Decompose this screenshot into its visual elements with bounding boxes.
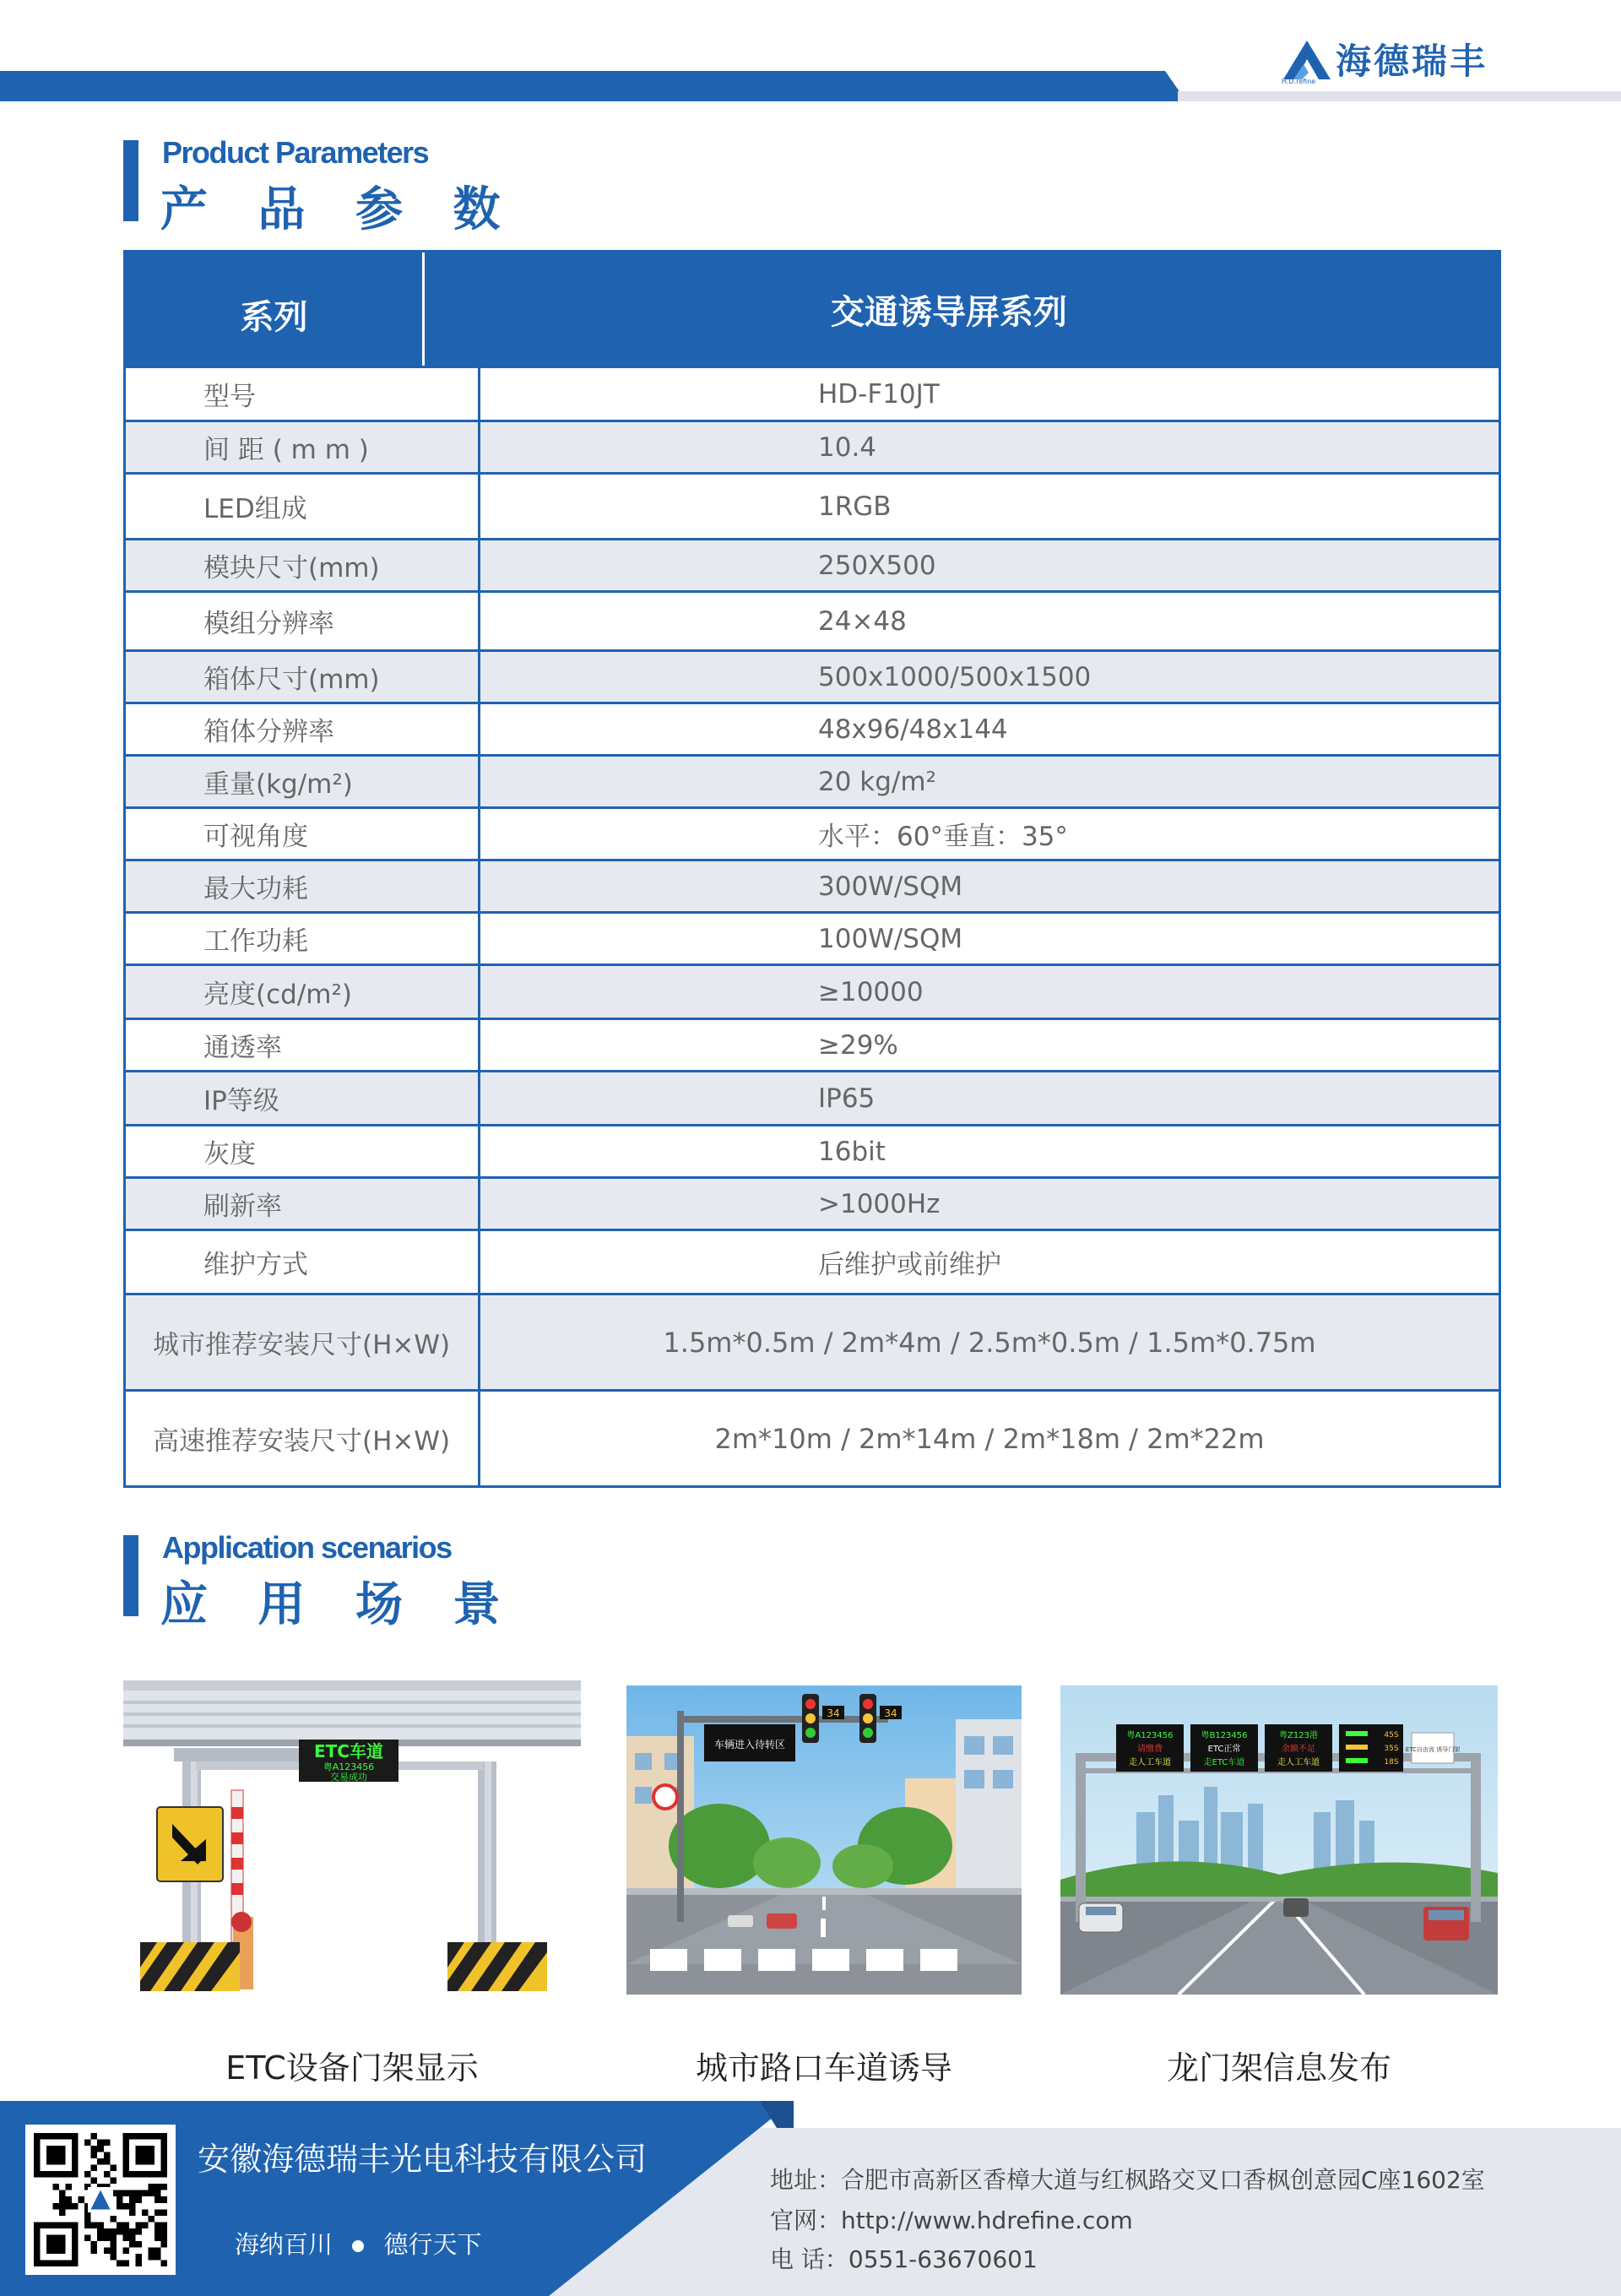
param-label: 维护方式 bbox=[126, 1231, 480, 1293]
company-name: 安徽海德瑞丰光电科技有限公司 bbox=[198, 2141, 648, 2178]
scene-gantry-caption: 龙门架信息发布 bbox=[1166, 2049, 1391, 2087]
param-value: HD-F10JT bbox=[818, 378, 940, 410]
app-title-en: Application scenarios bbox=[162, 1530, 452, 1565]
table-header bbox=[126, 252, 1499, 366]
param-label: 亮度(cd/m²) bbox=[126, 966, 480, 1018]
param-label: 间 距 ( m m ) bbox=[126, 422, 480, 472]
table-row bbox=[126, 590, 1499, 649]
app-title-zh: 应 用 场 景 bbox=[160, 1577, 518, 1632]
table-row bbox=[126, 472, 1499, 538]
param-value: 100W/SQM bbox=[818, 923, 963, 954]
param-label: 箱体尺寸(mm) bbox=[126, 652, 480, 702]
param-value: ≥29% bbox=[818, 1029, 898, 1061]
param-label: 型号 bbox=[126, 368, 480, 420]
svg-text:余额不足: 余额不足 bbox=[1282, 1745, 1315, 1754]
brand-logo bbox=[1275, 34, 1488, 84]
city-sign-text: 车辆进入待转区 bbox=[713, 1739, 786, 1750]
params-title-zh: 产 品 参 数 bbox=[160, 182, 518, 237]
slogan-right: 德行天下 bbox=[383, 2230, 482, 2259]
param-value: 250X500 bbox=[818, 550, 936, 581]
svg-text:45S: 45S bbox=[1384, 1731, 1399, 1740]
param-label: 重量(kg/m²) bbox=[126, 757, 480, 806]
param-label: 箱体分辨率 bbox=[126, 704, 480, 754]
param-value: 24×48 bbox=[818, 605, 907, 637]
param-label: LED组成 bbox=[126, 475, 480, 538]
table-row bbox=[126, 963, 1499, 1018]
table-row bbox=[126, 420, 1499, 472]
param-value: 1RGB bbox=[818, 491, 892, 522]
param-value: 500x1000/500x1500 bbox=[818, 661, 1092, 692]
etc-sign-title: ETC车道 bbox=[314, 1741, 383, 1761]
city-light-counter-left: 34 bbox=[827, 1707, 840, 1719]
scene-city-caption: 城市路口车道诱导 bbox=[695, 2049, 952, 2087]
logo-text: 海德瑞丰 bbox=[1336, 41, 1488, 82]
param-label: 城市推荐安装尺寸(H×W) bbox=[126, 1295, 480, 1389]
logo-mountain-icon bbox=[1275, 34, 1334, 84]
svg-text:18S: 18S bbox=[1384, 1758, 1399, 1767]
svg-text:ETC正常: ETC正常 bbox=[1207, 1745, 1241, 1754]
etc-sign-status: 交易成功 bbox=[330, 1772, 367, 1783]
svg-text:请缴费: 请缴费 bbox=[1137, 1745, 1163, 1754]
table-header-series: 系列 bbox=[126, 252, 425, 366]
table-row bbox=[126, 1070, 1499, 1124]
svg-text:走人工车道: 走人工车道 bbox=[1129, 1758, 1171, 1767]
param-label: 最大功耗 bbox=[126, 861, 480, 911]
table-row bbox=[126, 538, 1499, 590]
param-value: >1000Hz bbox=[818, 1188, 941, 1219]
gantry-board-1 bbox=[1190, 1724, 1258, 1772]
qr-code-icon bbox=[25, 2125, 176, 2275]
parameters-table bbox=[123, 250, 1501, 1488]
table-row bbox=[126, 911, 1499, 963]
company-slogan bbox=[235, 2226, 481, 2261]
param-value: 后维护或前维护 bbox=[818, 1250, 1001, 1280]
param-value: 300W/SQM bbox=[818, 871, 963, 902]
param-label: 刷新率 bbox=[126, 1179, 480, 1229]
param-value: 16bit bbox=[818, 1136, 886, 1167]
table-row bbox=[126, 859, 1499, 911]
table-row bbox=[126, 1018, 1499, 1070]
scene-gantry-image bbox=[1060, 1685, 1498, 1995]
svg-text:粤A123456: 粤A123456 bbox=[1126, 1731, 1174, 1740]
param-value: 2m*10m / 2m*14m / 2m*18m / 2m*22m bbox=[714, 1422, 1265, 1455]
gantry-lane-board bbox=[1339, 1724, 1403, 1772]
contact-phone: 电 话：0551-63670601 bbox=[770, 2245, 1038, 2273]
param-label: 高速推荐安装尺寸(H×W) bbox=[126, 1392, 480, 1485]
table-row bbox=[126, 366, 1499, 420]
param-value: IP65 bbox=[818, 1083, 876, 1114]
table-row bbox=[126, 1229, 1499, 1293]
svg-text:粤Z123港: 粤Z123港 bbox=[1279, 1731, 1318, 1740]
table-body bbox=[126, 366, 1499, 1485]
table-row bbox=[126, 1124, 1499, 1176]
header-band bbox=[0, 71, 1186, 101]
header-band-light bbox=[1178, 91, 1621, 101]
table-row bbox=[126, 754, 1499, 806]
param-value: 水平：60°垂直：35° bbox=[818, 822, 1068, 852]
table-row bbox=[126, 1389, 1499, 1485]
param-label: 工作功耗 bbox=[126, 914, 480, 963]
scene-city-image bbox=[626, 1685, 1022, 1995]
param-label: 通透率 bbox=[126, 1020, 480, 1070]
gantry-board-2 bbox=[1265, 1724, 1332, 1772]
table-row bbox=[126, 702, 1499, 754]
svg-text:走ETC车道: 走ETC车道 bbox=[1203, 1758, 1245, 1767]
logo-subtext: H.D.refine bbox=[1282, 78, 1316, 85]
gantry-board-0 bbox=[1116, 1724, 1184, 1772]
param-value: 20 kg/m² bbox=[818, 766, 936, 797]
param-value: 10.4 bbox=[818, 432, 877, 463]
table-row bbox=[126, 806, 1499, 859]
contact-address: 地址：合肥市高新区香樟大道与红枫路交叉口香枫创意园C座1602室 bbox=[770, 2166, 1485, 2194]
table-row bbox=[126, 1176, 1499, 1229]
svg-text:粤B123456: 粤B123456 bbox=[1201, 1731, 1248, 1740]
param-label: IP等级 bbox=[126, 1072, 480, 1124]
etc-sign-plate: 粤A123456 bbox=[323, 1761, 375, 1772]
svg-text:35S: 35S bbox=[1384, 1745, 1399, 1753]
param-value: 1.5m*0.5m / 2m*4m / 2.5m*0.5m / 1.5m*0.75m bbox=[663, 1326, 1316, 1359]
slogan-left: 海纳百川 bbox=[235, 2230, 333, 2259]
param-value: 48x96/48x144 bbox=[818, 714, 1008, 745]
table-header-product-line: 交通诱导屏系列 bbox=[831, 292, 1067, 332]
param-label: 灰度 bbox=[126, 1126, 480, 1176]
param-label: 模组分辨率 bbox=[126, 593, 480, 649]
svg-text:走人工车道: 走人工车道 bbox=[1277, 1758, 1320, 1767]
city-light-counter-right: 34 bbox=[884, 1707, 897, 1719]
gantry-notice: ETC自由流 诱导门架 bbox=[1405, 1746, 1461, 1753]
heading-bar bbox=[123, 140, 138, 221]
params-title-en: Product Parameters bbox=[162, 135, 429, 170]
scene-etc-image bbox=[123, 1680, 581, 1995]
param-label: 模块尺寸(mm) bbox=[126, 540, 480, 590]
table-row bbox=[126, 1293, 1499, 1389]
bullet-icon bbox=[352, 2240, 364, 2252]
heading-bar bbox=[123, 1535, 138, 1616]
contact-website[interactable]: 官网：http://www.hdrefine.com bbox=[770, 2206, 1133, 2234]
scene-etc-caption: ETC设备门架显示 bbox=[225, 2049, 479, 2087]
param-label: 可视角度 bbox=[126, 809, 480, 859]
param-value: ≥10000 bbox=[818, 976, 924, 1007]
table-row bbox=[126, 649, 1499, 702]
